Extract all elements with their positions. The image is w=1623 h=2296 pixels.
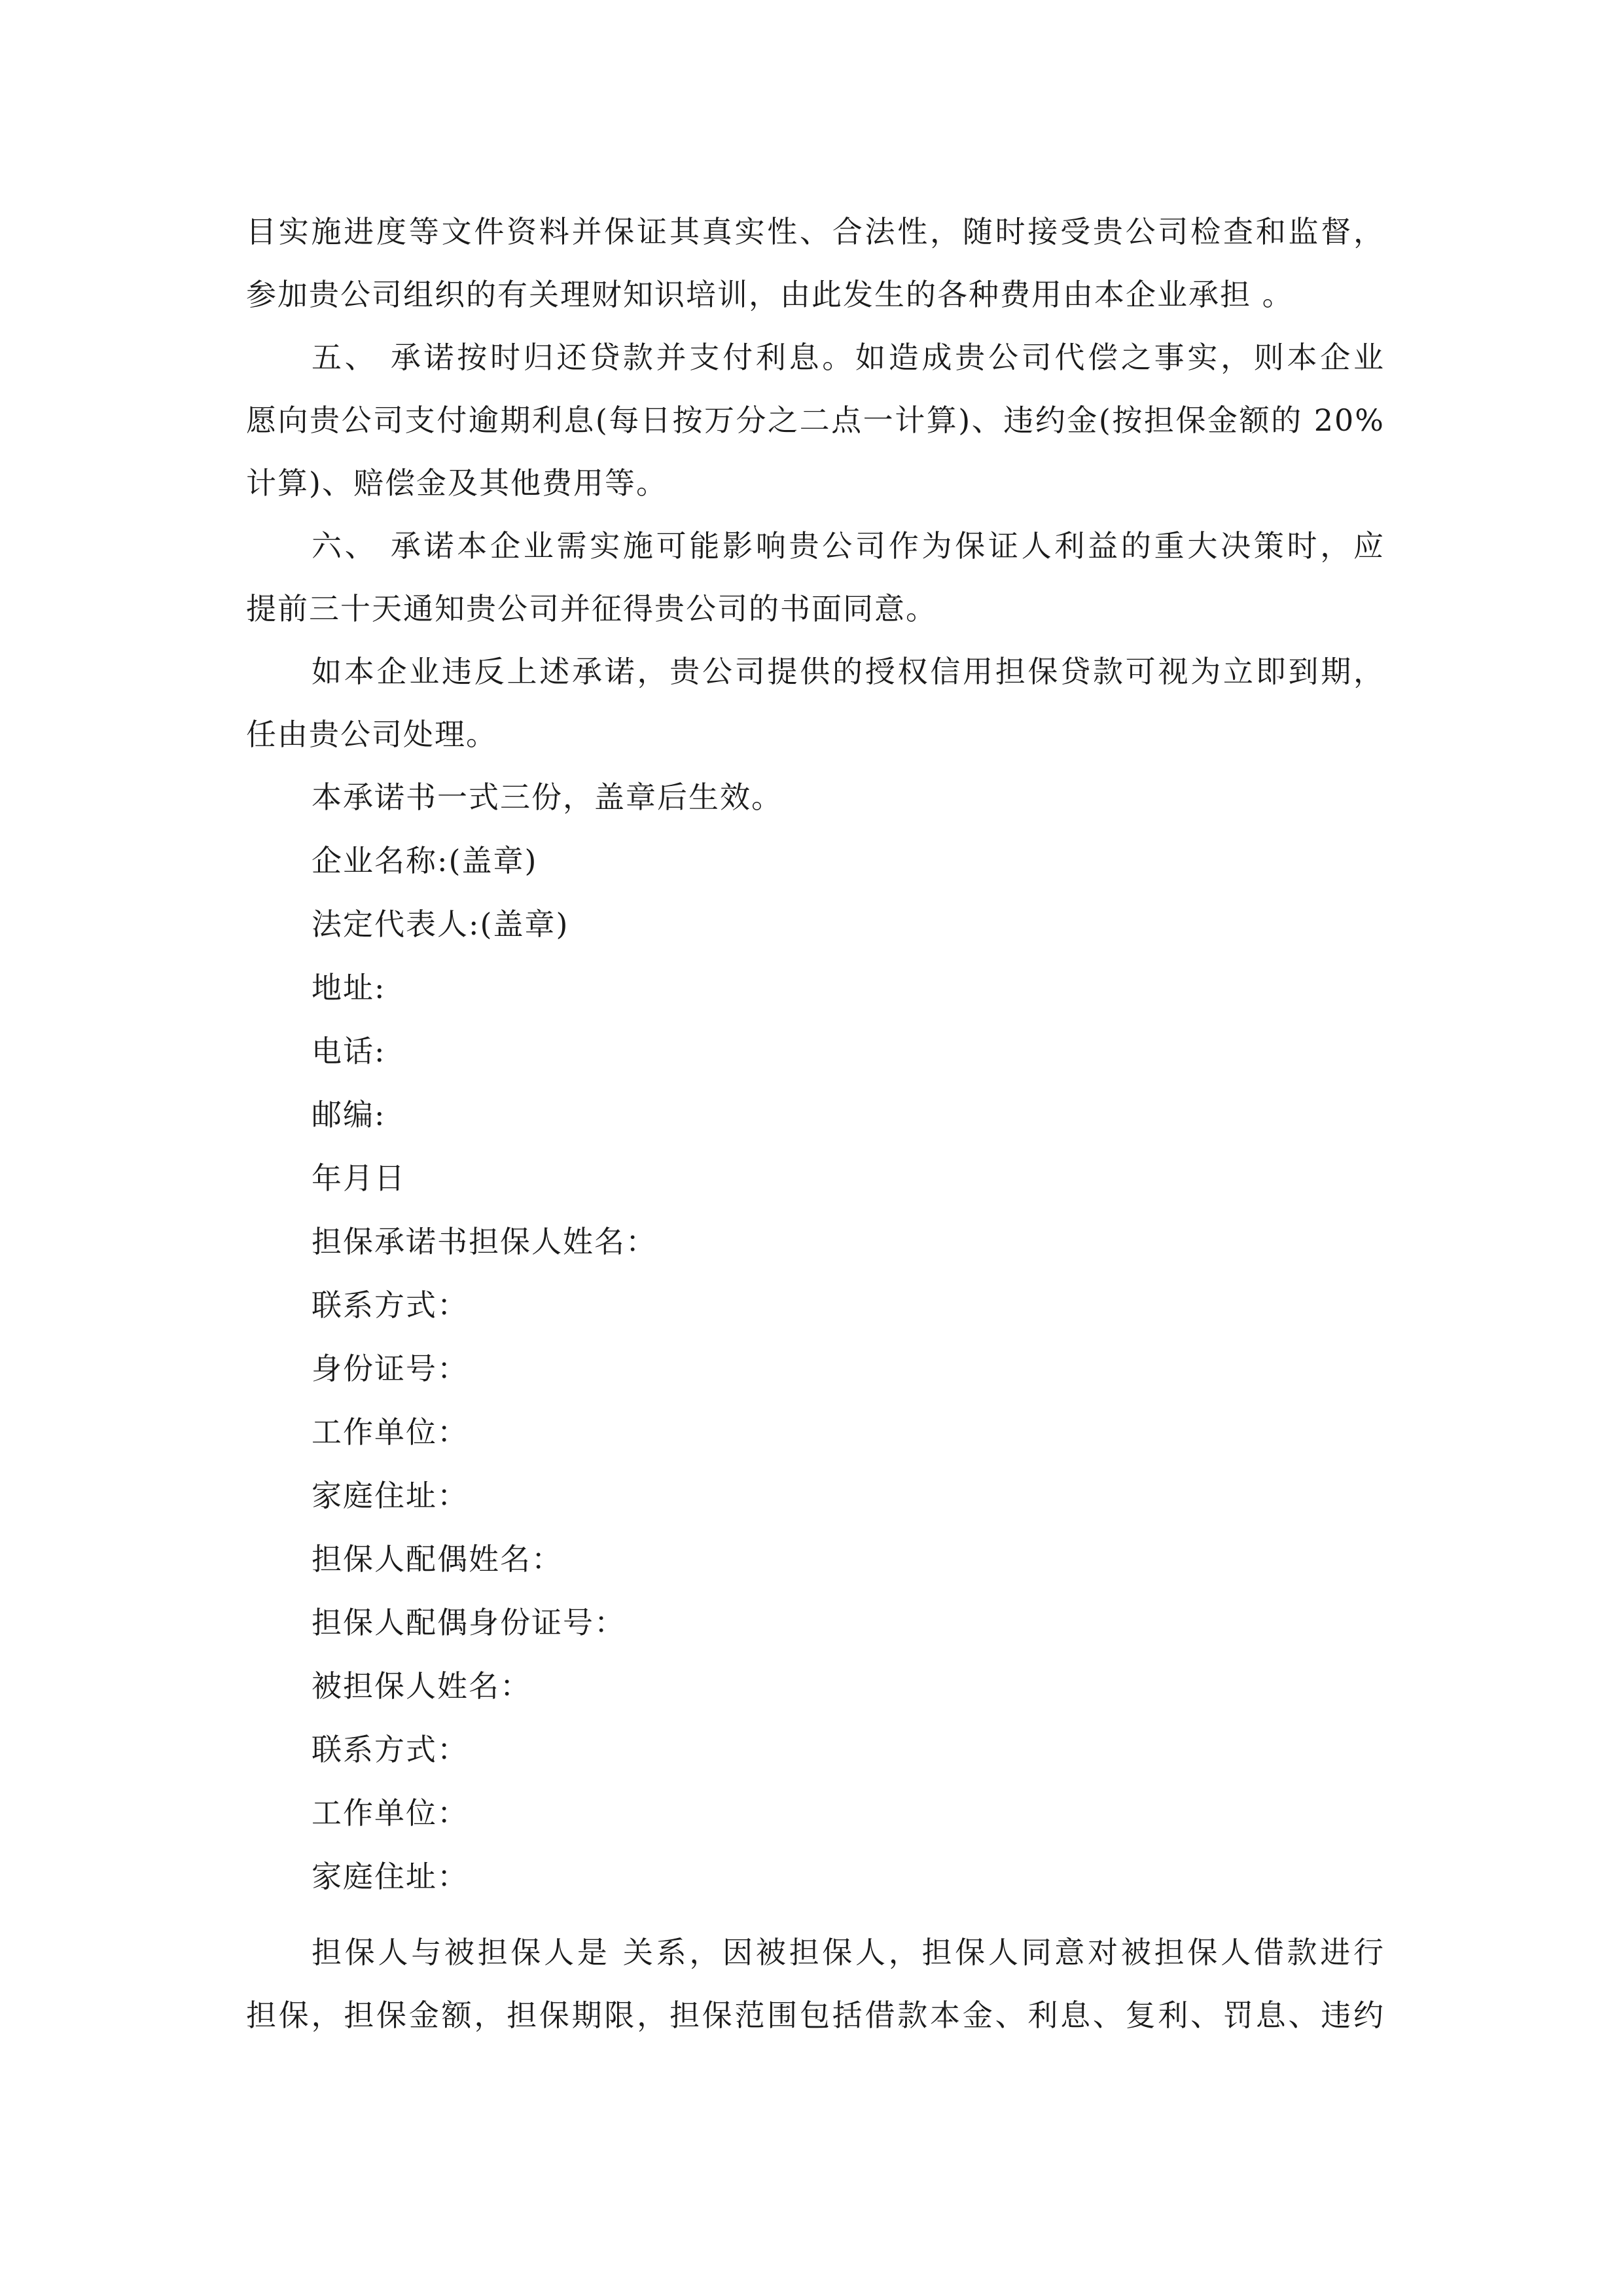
body-text-line: 任由贵公司处理。 <box>246 717 497 752</box>
form-field-guaranteed-name: 被担保人姓名： <box>312 1668 531 1704</box>
body-text-line: 目实施进度等文件资料并保证其真实性、合法性，随时接受贵公司检查和监督， <box>246 214 1385 249</box>
body-text-line: 愿向贵公司支付逾期利息(每日按万分之二点一计算)、违约金(按担保金额的 20% <box>246 403 1385 438</box>
clause-six-line: 六、 承诺本企业需实施可能影响贵公司作为保证人利益的重大决策时，应 <box>312 528 1385 564</box>
body-text-line: 参加贵公司组织的有关理财知识培训，由此发生的各种费用由本企业承担 。 <box>246 277 1294 312</box>
form-field-postcode: 邮编: <box>312 1097 386 1132</box>
body-text-line: 本承诺书一式三份，盖章后生效。 <box>312 780 783 815</box>
form-field-phone: 电话: <box>312 1033 386 1069</box>
body-text-line: 如本企业违反上述承诺，贵公司提供的授权信用担保贷款可视为立即到期， <box>312 654 1385 689</box>
form-field-home-address: 家庭住址： <box>312 1478 469 1513</box>
form-field-date: 年月日 <box>312 1160 406 1196</box>
form-field-legal-representative: 法定代表人:(盖章) <box>312 906 569 942</box>
body-text-line: 担保，担保金额，担保期限，担保范围包括借款本金、利息、复利、罚息、违约 <box>246 1998 1385 2033</box>
form-field-guaranteed-employer: 工作单位： <box>312 1795 469 1831</box>
clause-five-line: 五、 承诺按时归还贷款并支付利息。如造成贵公司代偿之事实，则本企业 <box>312 340 1385 375</box>
body-text-line: 担保人与被担保人是 关系，因被担保人，担保人同意对被担保人借款进行 <box>312 1935 1385 1970</box>
form-field-guaranteed-address: 家庭住址： <box>312 1859 469 1894</box>
body-text-line: 计算)、赔偿金及其他费用等。 <box>246 465 668 501</box>
form-field-contact: 联系方式： <box>312 1287 469 1323</box>
form-field-guarantor-name: 担保承诺书担保人姓名： <box>312 1224 657 1259</box>
form-field-guaranteed-contact: 联系方式： <box>312 1732 469 1767</box>
form-field-company-name: 企业名称:(盖章) <box>312 843 538 878</box>
body-text-line: 提前三十天通知贵公司并征得贵公司的书面同意。 <box>246 591 937 626</box>
form-field-address: 地址: <box>312 970 386 1005</box>
form-field-employer: 工作单位： <box>312 1414 469 1450</box>
form-field-spouse-name: 担保人配偶姓名： <box>312 1541 563 1577</box>
form-field-spouse-id: 担保人配偶身份证号： <box>312 1605 626 1640</box>
form-field-id-number: 身份证号： <box>312 1351 469 1386</box>
